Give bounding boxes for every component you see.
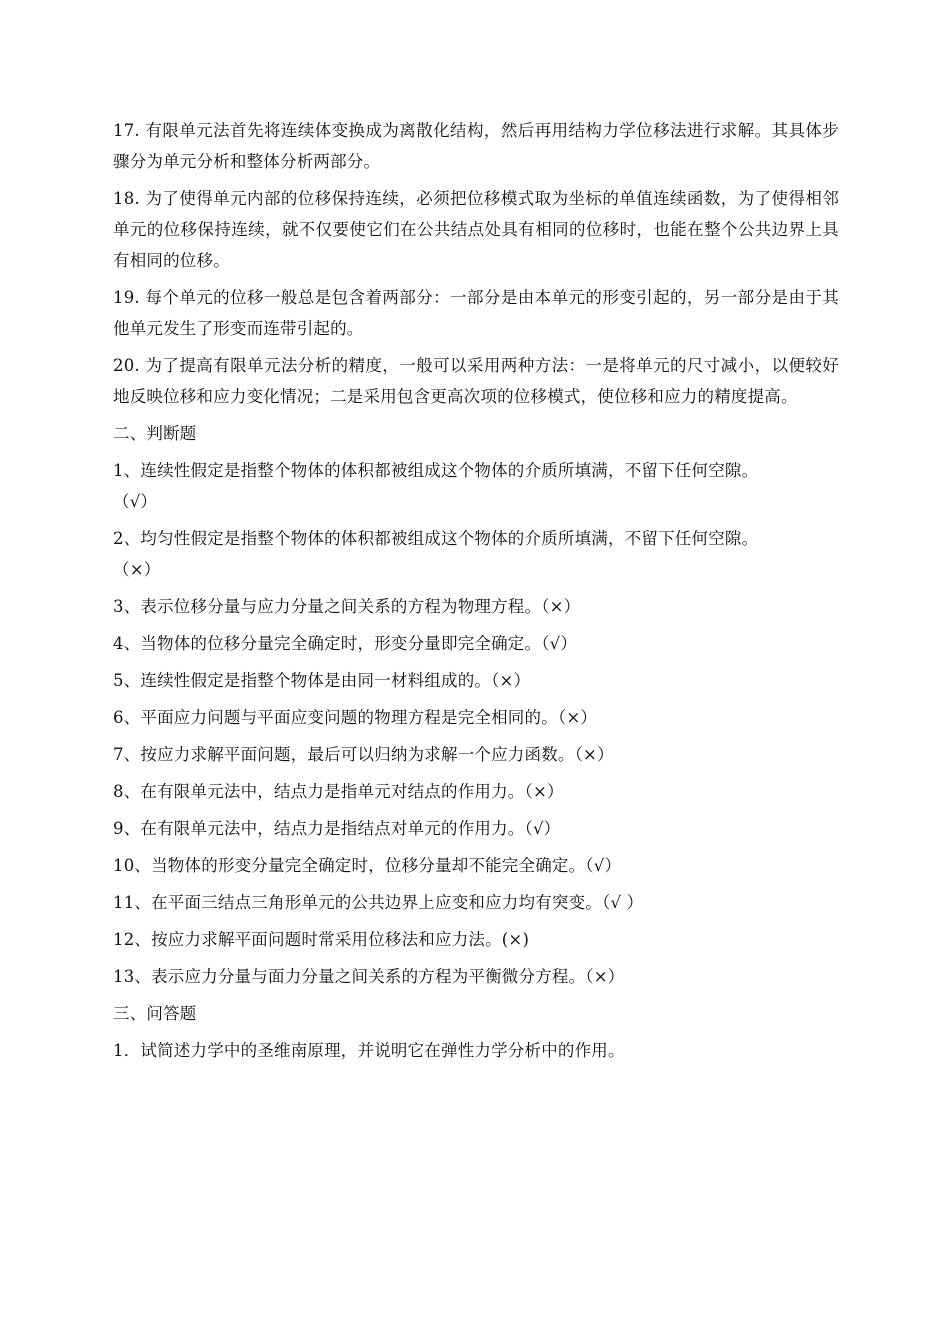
fill-item-17: 17. 有限单元法首先将连续体变换成为离散化结构，然后再用结构力学位移法进行求解。其具体步骤分为单元分析和整体分析两部分。: [113, 121, 839, 171]
fill-item-19: 19. 每个单元的位移一般总是包含着两部分：一部分是由本单元的形变引起的，另一部分是由于其他单元发生了形变而连带引起的。: [113, 288, 839, 338]
judge-item-1: [113, 455, 839, 517]
judge-item-10: 10、当物体的形变分量完全确定时，位移分量却不能完全确定。（√）: [113, 856, 622, 875]
judge-item-6: 6、平面应力问题与平面应变问题的物理方程是完全相同的。（×）: [113, 708, 598, 727]
judge-item-9: 9、在有限单元法中，结点力是指结点对单元的作用力。（√）: [113, 819, 561, 838]
judge-item-12: 12、按应力求解平面问题时常采用位移法和应力法。(×): [113, 930, 530, 949]
judge-item-5: 5、连续性假定是指整个物体是由同一材料组成的。（×）: [113, 671, 531, 690]
judge-item-4: 4、当物体的位移分量完全确定时，形变分量即完全确定。（√）: [113, 634, 578, 653]
judge-item-3: 3、表示位移分量与应力分量之间关系的方程为物理方程。（×）: [113, 597, 581, 616]
qa-item-1: 1．试简述力学中的圣维南原理，并说明它在弹性力学分析中的作用。: [113, 1041, 625, 1060]
judge-item-8: 8、在有限单元法中，结点力是指单元对结点的作用力。（×）: [113, 782, 564, 801]
judge-item-2-text: 2、均匀性假定是指整个物体的体积都被组成这个物体的介质所填满，不留下任何空隙。: [113, 529, 759, 548]
judge-item-7: 7、按应力求解平面问题，最后可以归纳为求解一个应力函数。（×）: [113, 745, 614, 764]
judge-item-13: 13、表示应力分量与面力分量之间关系的方程为平衡微分方程。（×）: [113, 967, 625, 986]
judge-section-heading: 二、判断题: [113, 424, 197, 443]
fill-item-18: 18. 为了使得单元内部的位移保持连续，必须把位移模式取为坐标的单值连续函数，为了使得相邻单元的位移保持连续，就不仅要使它们在公共结点处具有相同的位移时，也能在整个公共边界上具有相同的位移。: [113, 189, 839, 270]
judge-item-11: 11、在平面三结点三角形单元的公共边界上应变和应力均有突变。（√ ）: [113, 893, 644, 912]
qa-section-heading: 三、问答题: [113, 1004, 197, 1023]
judge-item-1-text: 1、连续性假定是指整个物体的体积都被组成这个物体的介质所填满，不留下任何空隙。: [113, 461, 759, 480]
judge-item-1-answer: （√）: [113, 492, 158, 511]
judge-item-2: [113, 523, 839, 585]
fill-item-20: 20. 为了提高有限单元法分析的精度，一般可以采用两种方法：一是将单元的尺寸减小，以便较好地反映位移和应力变化情况；二是采用包含更高次项的位移模式，使位移和应力的精度提高。: [113, 356, 839, 406]
document-body: [113, 115, 839, 1072]
judge-item-2-answer: （×）: [113, 560, 161, 579]
